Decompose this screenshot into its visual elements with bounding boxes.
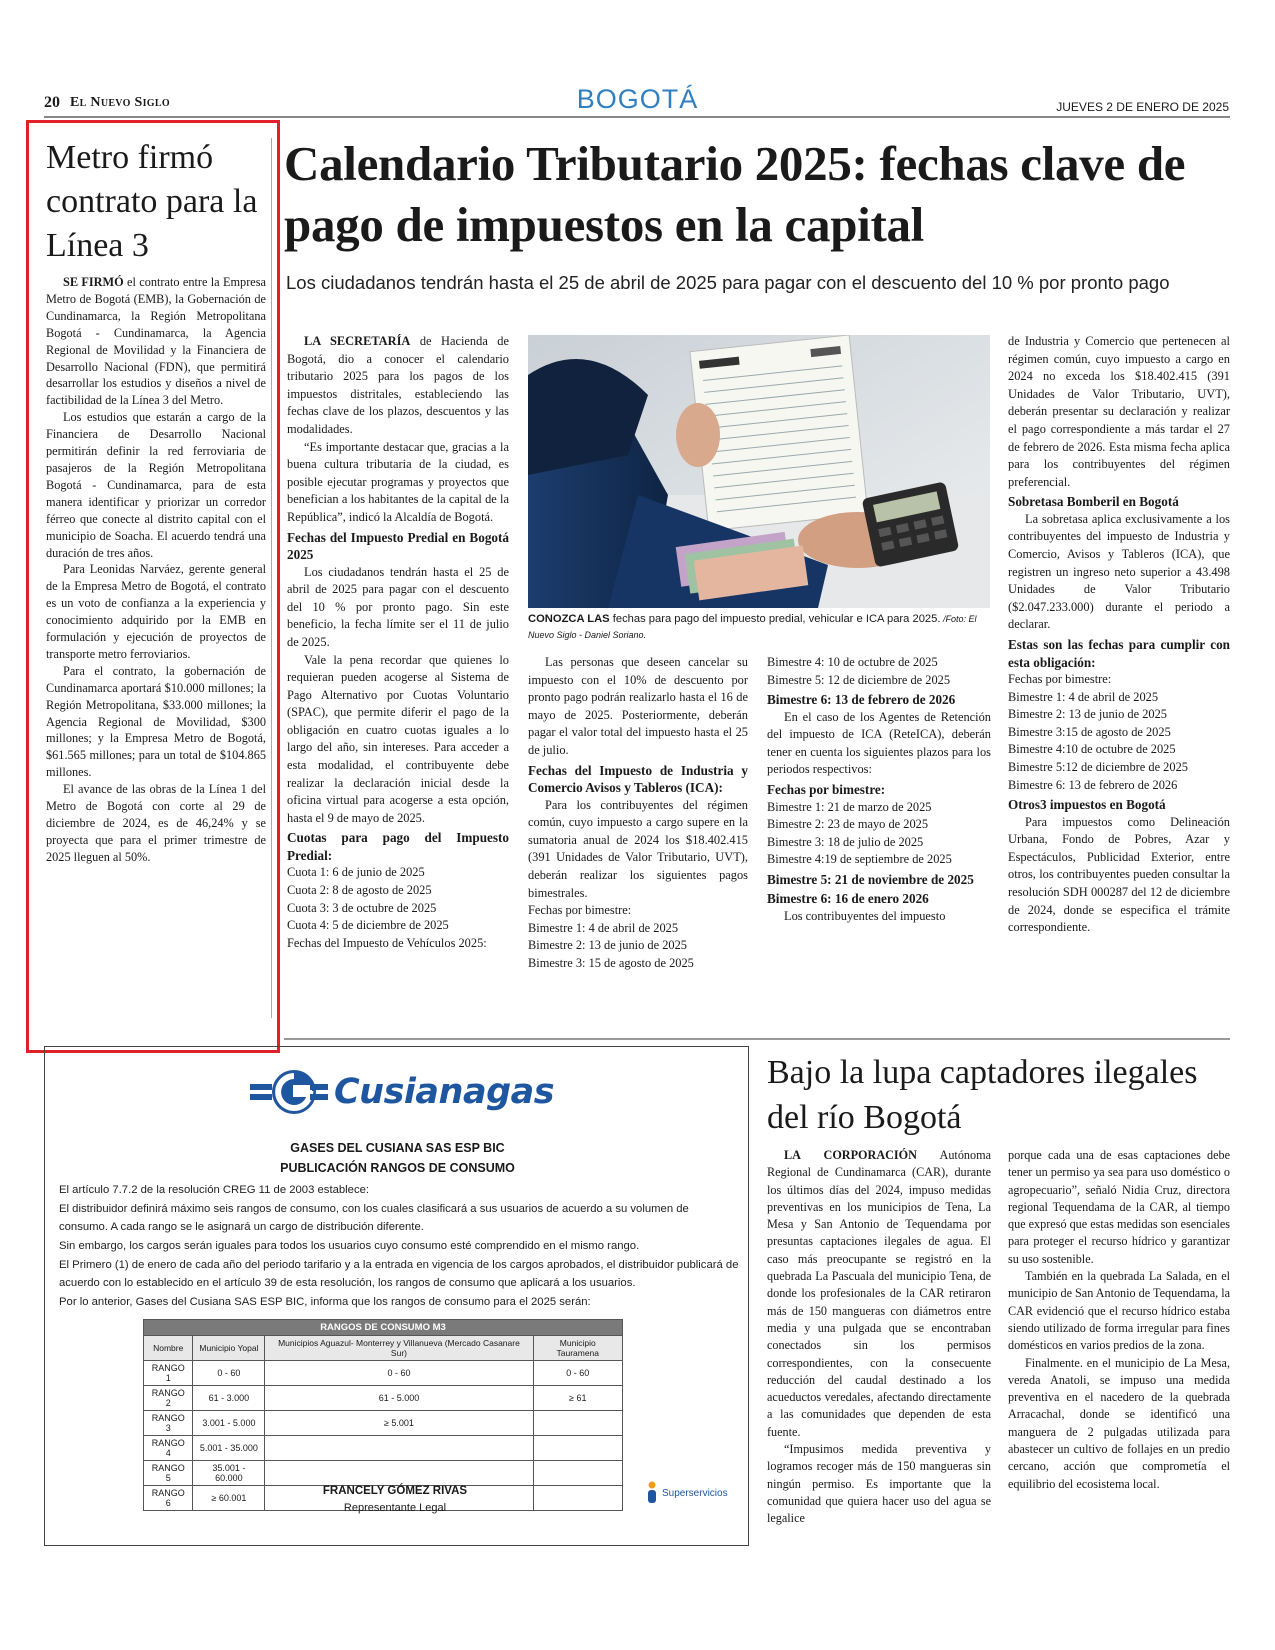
- ad-signer-role: Representante Legal: [343, 1502, 447, 1514]
- ad-line: Por lo anterior, Gases del Cusiana SAS ESP BIC, informa que los rangos de consumo para el 2025 serán:: [59, 1296, 591, 1308]
- subheading: Bimestre 6: 13 de febrero de 2026: [767, 692, 956, 708]
- issue-date: JUEVES 2 DE ENERO DE 2025: [1056, 100, 1229, 114]
- paragraph-text: de Hacienda de Bogotá, dio a conocer el calendario tributario 2025 para los pagos de los impuestos distritales, estableciendo las fechas clave de los plazos, descuentos y las modalidades.: [287, 334, 510, 436]
- paragraph: [287, 439, 509, 527]
- table-cell: 61 - 5.000: [265, 1386, 533, 1411]
- subheading: Fechas del Impuesto Predial en Bogotá 2025: [287, 529, 509, 563]
- paragraph-text: También en la quebrada La Salada, en el municipio de San Antonio de Tequendama, la CAR evidenció que el recurso hídrico estaba siendo utilizado de forma irregular para fines domésticos en varios predios de la zona.: [1008, 1269, 1230, 1353]
- cusianagas-logo-icon: [250, 1068, 328, 1116]
- paragraph: [46, 781, 266, 866]
- paragraph: [46, 663, 266, 781]
- paragraph-text: Para Leonidas Narváez, gerente general de la Empresa Metro de Bogotá, el contrato es un voto de confianza a la experiencia y conocimiento adquirido por la EMB en formulación y ejecución de proyectos de transporte metro ferroviarios.: [46, 562, 266, 661]
- list-line: Cuota 3: 3 de octubre de 2025: [287, 900, 437, 915]
- paragraph: [46, 409, 266, 561]
- paragraph-text: Para impuestos como Delineación Urbana, Fondo de Pobres, Azar y Espectáculos, Publicidad Exterior, entre otros, los contribuyentes pueden consultar la resolución SDH 000287 del 12 de diciembre de 2024, donde se especifica el trámite correspondiente.: [1008, 814, 1230, 935]
- ad-text: [59, 1181, 739, 1312]
- paragraph-text: Vale la pena recordar que quienes lo requieran pueden acogerse al Sistema de Pago Alternativo por Cuotas Voluntario (SPAC), que permite diferir el pago de la obligación en cuatro cuotas iguales a lo largo del año, sin intereses. Para acceder a esta modalidad, el contribuyente debe realizar la declaración inicial desde la oficina virtual para acogerse a esta opción, hasta el 9 de mayo de 2025.: [287, 652, 509, 825]
- paragraph: [1008, 1268, 1230, 1354]
- table-cell: [533, 1436, 622, 1461]
- ad-logo: [250, 1067, 554, 1117]
- table-cell: 61 - 3.000: [193, 1386, 265, 1411]
- list-line: Cuota 2: 8 de agosto de 2025: [287, 883, 432, 898]
- table-cell: [533, 1486, 622, 1511]
- table-cell: RANGO 3: [144, 1411, 193, 1436]
- list-line: Bimestre 2: 13 de junio de 2025: [528, 938, 687, 953]
- subheading: Bimestre 6: 16 de enero 2026: [767, 891, 929, 907]
- subheading: Cuotas para pago del Impuesto Predial:: [287, 830, 509, 863]
- table-row: [144, 1411, 623, 1436]
- paragraph-text: Para el contrato, la gobernación de Cundinamarca aportará $10.000 millones; la Región Metropolitana, $33.000 millones; la Agencia Regional de Movilidad, $300 millones; y la Empresa Metro de Bogotá, $61.565 millones; para un total de $104.865 millones.: [46, 663, 266, 780]
- main-col-4: [1008, 333, 1230, 937]
- paragraph: [46, 274, 266, 409]
- paragraph-text: La sobretasa aplica exclusivamente a los contribuyentes del impuesto de Industria y Comercio, Avisos y Tableros (ICA), que registren un ingreso neto superior a 43.498 Unidades de Valor Tributario ($2.047.233.000) durante el periodo a declarar.: [1008, 511, 1230, 632]
- header-rule: [44, 116, 1230, 118]
- paragraph: [528, 797, 748, 903]
- paragraph: [287, 652, 509, 828]
- paragraph: [767, 1441, 991, 1527]
- table-title: RANGOS DE CONSUMO M3: [144, 1320, 623, 1336]
- table-header-cell: Municipio Tauramena: [533, 1336, 622, 1361]
- caption-lead: CONOZCA LAS: [528, 613, 610, 625]
- bottom-col-2: [1008, 1147, 1230, 1493]
- paragraph-text: El avance de las obras de la Línea 1 del Metro de Bogotá con corte al 29 de diciembre de 2024, es de 46,24% y se proyecta que para el primer trimestre de 2025 lleguen al 50%.: [46, 782, 266, 864]
- paragraph-text: Los ciudadanos tendrán hasta el 25 de abril de 2025 para pagar con el descuento del 10 % por pronto pago. Sin este beneficio, la fecha límite ser el 11 de julio de 2025.: [287, 564, 509, 649]
- paragraph: [528, 654, 748, 760]
- paragraph-text: porque cada una de esas captaciones debe tener un permiso ya sea para uso doméstico o agropecuario”, señaló Nidia Cruz, directora regional Tequendama de la CAR, al tiempo que expresó que estas medidas son esenciales para proteger el recurso hídrico y garantizar su uso sostenible.: [1008, 1148, 1231, 1266]
- table-cell: 0 - 60: [265, 1361, 533, 1386]
- list-line: Bimestre 6: 13 de febrero de 2026: [1008, 777, 1178, 792]
- table-row: [144, 1386, 623, 1411]
- table-row: [144, 1436, 623, 1461]
- table-cell: 0 - 60: [533, 1361, 622, 1386]
- list-line: Bimestre 3: 18 de julio de 2025: [767, 834, 924, 849]
- paragraph: [1008, 1147, 1230, 1268]
- ad-line: El distribuidor definirá máximo seis rangos de consumo, con los cuales clasificará a sus usuarios de acuerdo a su volumen de consumo. A cada rango se le asignará un cargo de distribución diferente.: [59, 1203, 689, 1233]
- list-line: Bimestre 5:12 de diciembre de 2025: [1008, 759, 1188, 774]
- lead-in: SE FIRMÓ: [63, 275, 124, 289]
- sidebar-divider: [271, 138, 272, 1018]
- paragraph: [1008, 1355, 1230, 1493]
- main-col-3: [767, 654, 991, 926]
- sidebar-headline: Metro firmó contrato para la Línea 3: [46, 139, 258, 264]
- subheading: Fechas del Impuesto de Industria y Comercio Avisos y Tableros (ICA):: [528, 762, 748, 796]
- table-cell: RANGO 2: [144, 1386, 193, 1411]
- list-line: Bimestre 1: 4 de abril de 2025: [1008, 689, 1159, 704]
- paragraph-text: “Impusimos medida preventiva y logramos recoger más de 150 mangueras sin ningún permiso. Es importante que la comunidad que quiera hacer uso del agua se legalice: [767, 1442, 991, 1526]
- list-line: Cuota 1: 6 de junio de 2025: [287, 865, 425, 880]
- list-line: Bimestre 5: 12 de diciembre de 2025: [767, 672, 951, 687]
- main-col-2: [528, 654, 748, 973]
- table-cell: RANGO 5: [144, 1461, 193, 1486]
- table-cell: ≥ 60.001: [193, 1486, 265, 1511]
- table-cell: 35.001 - 60.000: [193, 1461, 265, 1486]
- lead-in: LA SECRETARÍA: [304, 334, 411, 348]
- table-header-cell: Municipio Yopal: [193, 1336, 265, 1361]
- subheading: Fechas por bimestre:: [767, 782, 886, 798]
- ad-company: GASES DEL CUSIANA SAS ESP BIC: [290, 1141, 505, 1155]
- photo-caption: [528, 612, 990, 643]
- paragraph-text: Para los contribuyentes del régimen común, cuyo impuesto a cargo supere en la sumatoria anual de 2024 los $18.402.415 (391 Unidades de Valor Tributario, UVT), deberán realizar los siguientes pagos bimestrales.: [528, 797, 748, 900]
- caption-text: fechas para pago del impuesto predial, vehicular e ICA para 2025.: [609, 613, 941, 625]
- table-cell: ≥ 5.001: [265, 1411, 533, 1436]
- main-subtitle: Los ciudadanos tendrán hasta el 25 de abril de 2025 para pagar con el descuento del 10 % por pronto pago: [286, 272, 1170, 293]
- paragraph: [287, 564, 509, 652]
- page-number: 20: [44, 94, 60, 111]
- list-line: Fechas por bimestre:: [528, 903, 632, 918]
- subheading: Sobretasa Bomberil en Bogotá: [1008, 494, 1179, 510]
- list-line: Bimestre 4: 10 de octubre de 2025: [767, 655, 938, 669]
- lead-in: LA CORPORACIÓN: [784, 1148, 917, 1162]
- table-cell: RANGO 6: [144, 1486, 193, 1511]
- paragraph-text: el contrato entre la Empresa Metro de Bogotá (EMB), la Gobernación de Cundinamarca, la Región Metropolitana Bogotá - Cundinamarca, la Agencia Regional de Movilidad y la Financiera de Desarrollo Nacional (FDN), que permitirá desarrollar los estudios y diseños a nivel de factibilidad de la Línea 3 del Metro.: [46, 275, 266, 408]
- table-cell: RANGO 4: [144, 1436, 193, 1461]
- photo-illustration: [528, 335, 990, 608]
- table-header-cell: Municipios Aguazul- Monterrey y Villanueva (Mercado Casanare Sur): [265, 1336, 533, 1361]
- list-line: Cuota 4: 5 de diciembre de 2025: [287, 918, 449, 933]
- table-cell: [265, 1436, 533, 1461]
- paragraph-text: Los estudios que estarán a cargo de la Financiera de Desarrollo Nacional permitirán definir la red ferroviaria de pasajeros de la Región Metropolitana Bogotá - Cundinamarca, para de esta manera identificar y priorizar un corredor férreo que conecte al distrito capital con el municipio de Soacha. El acuerdo tendrá una duración de tres años.: [46, 410, 266, 560]
- table-cell: RANGO 1: [144, 1361, 193, 1386]
- paragraph: [767, 1147, 991, 1441]
- paragraph: [767, 908, 991, 926]
- list-line: Bimestre 1: 4 de abril de 2025: [528, 920, 679, 935]
- ad-line: El artículo 7.7.2 de la resolución CREG 11 de 2003 establece:: [59, 1184, 370, 1196]
- bottom-col-1: [767, 1147, 991, 1528]
- paragraph-text: “Es importante destacar que, gracias a la buena cultura tributaria de la ciudad, es posible ejecutar programas y proyectos que benefician a los habitantes de la capital de la República”, indicó la Alcaldía de Bogotá.: [287, 439, 509, 524]
- ranges-table-wrap: [143, 1319, 623, 1511]
- list-line: Bimestre 2: 13 de junio de 2025: [1008, 707, 1167, 722]
- superservicios-icon: [645, 1481, 659, 1505]
- table-cell: [533, 1461, 622, 1486]
- article-photo: [528, 335, 990, 608]
- table-cell: 3.001 - 5.000: [193, 1411, 265, 1436]
- paragraph-text: de Industria y Comercio que pertenecen al régimen común, cuyo impuesto a cargo en 2024 no exceda los $18.402.415 (391 Unidades de Valor Tributario, UVT), deberán presentar su declaración y realizar el pago correspondiente a más tardar el 27 de febrero de 2026. Esta misma fecha aplica para los contribuyentes del régimen preferencial.: [1008, 334, 1230, 489]
- ad-line: El Primero (1) de enero de cada año del periodo tarifario y a la entrada en vigencia de los cargos aprobados, el distribuidor publicará de acuerdo con lo establecido en el artículo 39 de esta resolución, los rangos de consumo que aplicará a los usuarios.: [59, 1259, 739, 1289]
- regulator-logo: [645, 1481, 728, 1505]
- subheading: Estas son las fechas para cumplir con esta obligación:: [1008, 637, 1230, 670]
- paper-name: El Nuevo Siglo: [70, 95, 170, 110]
- ad-signer: FRANCELY GÓMEZ RIVAS: [322, 1485, 468, 1497]
- main-col-1: [287, 333, 509, 952]
- ranges-table: [143, 1319, 623, 1511]
- ad-box: [44, 1046, 749, 1546]
- subheading: Bimestre 5: 21 de noviembre de 2025: [767, 871, 974, 887]
- list-line: Fechas por bimestre:: [1008, 672, 1112, 686]
- paragraph: [1008, 333, 1230, 491]
- list-line: Bimestre 2: 23 de mayo de 2025: [767, 817, 929, 832]
- list-line: Bimestre 3:15 de agosto de 2025: [1008, 724, 1171, 739]
- list-line: Fechas del Impuesto de Vehículos 2025:: [287, 935, 487, 950]
- paragraph: [287, 333, 509, 439]
- section-rule: [284, 1038, 1230, 1040]
- paragraph-text: En el caso de los Agentes de Retención del impuesto de ICA (ReteICA), deberán tener en cuenta los siguientes plazos para los periodos respectivos:: [767, 709, 991, 777]
- sidebar-body: [46, 274, 266, 866]
- paragraph: [767, 709, 991, 779]
- list-line: Bimestre 3: 15 de agosto de 2025: [528, 955, 694, 970]
- paragraph: [1008, 814, 1230, 937]
- ad-line: Sin embargo, los cargos serán iguales para todos los usuarios cuyo consumo esté comprendido en el mismo rango.: [59, 1240, 640, 1252]
- table-cell: ≥ 61: [533, 1386, 622, 1411]
- table-row: [144, 1361, 623, 1386]
- subheading: Otros3 impuestos en Bogotá: [1008, 797, 1166, 813]
- ad-brand: Cusianagas: [334, 1072, 555, 1112]
- table-header-cell: Nombre: [144, 1336, 193, 1361]
- paragraph: [46, 561, 266, 662]
- paragraph-text: Autónoma Regional de Cundinamarca (CAR), durante los últimos días del 2024, impuso medidas preventivas en los municipios de Tena, La Mesa y San Antonio de Tequendama por presuntas captaciones ilegales de agua. El caso más preocupante se registró en la quebrada La Pascuala del municipio Tena, de donde los profesionales de la CAR retiraron más de 150 mangueras con diámetros entre media y una pulgada que se encontraban conectados sin los permisos correspondientes, con la consecuente reducción del caudal destinado a los acueductos veredales, afectando directamente a las comunidades que dependen de esta fuente.: [767, 1148, 991, 1439]
- table-row: [144, 1461, 623, 1486]
- paragraph-text: Las personas que deseen cancelar su impuesto con el 10% de descuento por pronto pago podrán realizarlo hasta el 16 de mayo de 2025. Posteriormente, deberán pagar el valor total del impuesto hasta el 25 de julio.: [528, 655, 748, 757]
- paragraph: [1008, 511, 1230, 634]
- table-cell: 0 - 60: [193, 1361, 265, 1386]
- table-cell: [265, 1461, 533, 1486]
- list-line: Bimestre 4:19 de septiembre de 2025: [767, 852, 952, 867]
- list-line: Bimestre 4:10 de octubre de 2025: [1008, 742, 1176, 757]
- section-title: BOGOTÁ: [576, 84, 699, 114]
- paragraph-text: Los contribuyentes del impuesto: [784, 908, 946, 923]
- list-line: Bimestre 1: 21 de marzo de 2025: [767, 799, 932, 814]
- ad-publication: PUBLICACIÓN RANGOS DE CONSUMO: [280, 1161, 515, 1175]
- paragraph-text: Finalmente. en el municipio de La Mesa, vereda Anatoli, se impuso una medida preventiva en el nacedero de la quebrada Arracachal, donde se identificó una manguera de 2 pulgadas utilizada para abastecer un cultivo de follajes en un predio cercano, acción que comprometía el equilibrio del ecosistema local.: [1008, 1355, 1230, 1491]
- table-cell: [533, 1411, 622, 1436]
- main-headline: Calendario Tributario 2025: fechas clave de pago de impuestos en la capital: [284, 136, 1186, 252]
- photo-credit: /Foto: El Nuevo Siglo - Daniel Soriano.: [528, 614, 977, 640]
- table-cell: 5.001 - 35.000: [193, 1436, 265, 1461]
- bottom-headline: Bajo la lupa captadores ilegales del río Bogotá: [767, 1054, 1198, 1136]
- regulator-name: Superservicios: [662, 1487, 728, 1499]
